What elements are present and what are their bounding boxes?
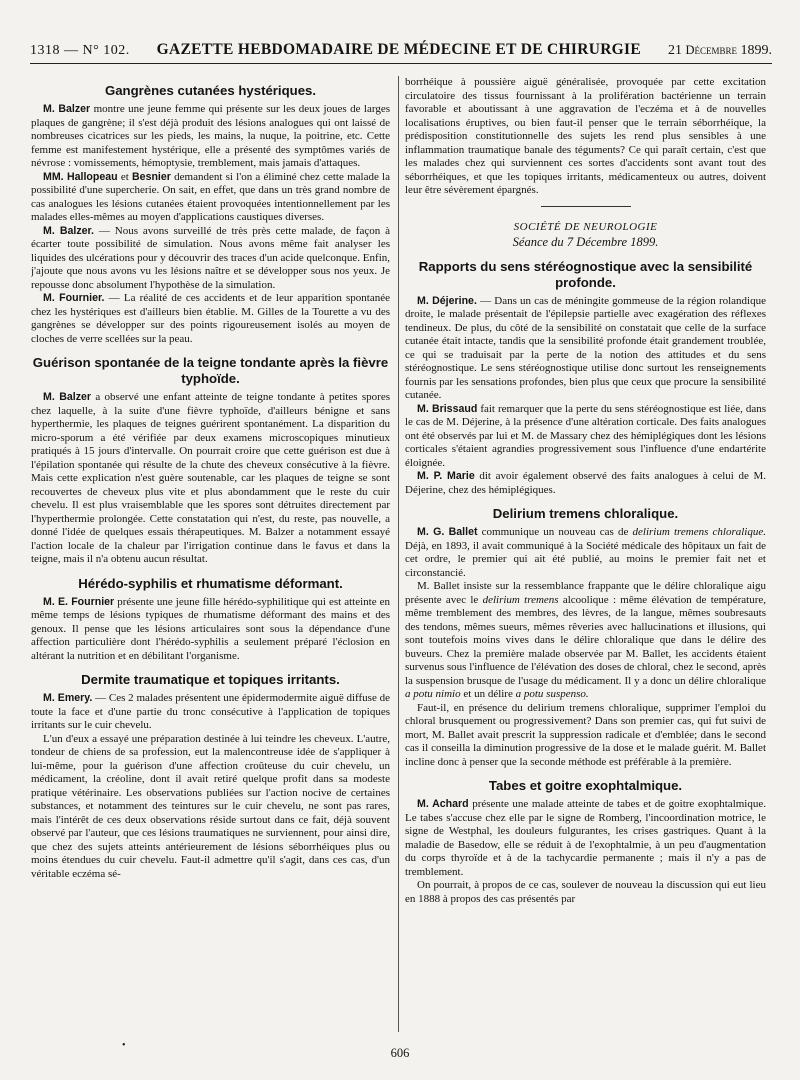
paragraph-text: M. Ballet insiste sur la ressemblance frappante que le délire chloralique aigu présente avec le (405, 580, 766, 606)
print-mark: • (122, 1040, 126, 1051)
speaker-name: M. Brissaud (417, 402, 478, 415)
page-number: 606 (390, 1046, 410, 1060)
paragraph-text: — Dans un cas de méningite gommeuse de la région rolandique droite, le malade présentait de l'épilepsie partielle avec exagération des réflexes tendineux. De plus, du côté de la sensibilité on constatait que celle de la surface cutanée était intacte, tandis que la sensibilité profonde était grandement troublée, ce qui se traduisait par la perte de la notion des attitudes et du sens stéréognostique. Le sens stéréognostique utilise donc surtout les renseignements fournis par les sensations profondes, bien plus que ceux que procure la sensibilité cutanée. (405, 294, 766, 401)
right-column (405, 76, 766, 1034)
paragraph (405, 295, 766, 403)
separator-rule (541, 206, 631, 207)
italic-term: a potu suspenso. (515, 688, 589, 700)
paragraph-text: — Nous avons surveillé de très près cette malade, de façon à écarter toute possibilité de simulation. Nous avons même fait analyser les liquides des ulcérations pour y découvrir des traces d'un acide quelconque. Enfin, j'ajoute que nous avons vu les lésions naître et se développer sous nos yeux. Je repousse donc absolument l'hypothèse de la simulation. (31, 224, 390, 291)
section-title-tabes: Tabes et goitre exophtalmique. (488, 778, 683, 793)
paragraph (31, 292, 390, 346)
speaker-name: Besnier (132, 170, 171, 183)
speaker-name: M. Achard (417, 798, 469, 810)
speaker-name: MM. Hallopeau (43, 170, 118, 183)
section-title-dermite: Dermite traumatique et topiques irritants. (81, 672, 340, 687)
paragraph-text: demandent si l'on a éliminé chez cette malade la possibilité d'une supercherie. On sait, en effet, que dans un très grand nombre de cas analogues les lésions cutanées étaient provoquées intentionnellement par les malades elles-mêmes au moyen d'applications caustiques diverses. (31, 170, 390, 223)
issue-date-month: Décembre (685, 43, 737, 57)
speaker-name: M. Balzer (43, 391, 92, 403)
seance-date-value: 7 Décembre 1899. (566, 235, 659, 249)
paragraph-text: présente une jeune fille hérédo-syphilitique qui est atteinte en même temps de lésions typiques de rhumatisme déformant des mains et des genoux. Il pense que les lésions articulaires sont sous la dépendance d'une affection particulière dont l'hérédo-syphilis a seulement préparé l'éclosion en altérant la nutrition et en débilitant l'organisme. (31, 595, 390, 662)
issue-date-day: 21 (667, 43, 682, 58)
section-title-teigne: Guérison spontanée de la teigne tondante après la fièvre typhoïde. (32, 355, 389, 386)
society-heading: SOCIÉTÉ DE NEUROLOGIE (513, 220, 658, 233)
paragraph (31, 692, 390, 733)
paragraph-text: dit avoir également observé des faits analogues à celui de M. Déjerine, chez des hémiplégiques. (405, 470, 766, 496)
paragraph (31, 391, 390, 567)
italic-term: a potu nimio (405, 688, 461, 700)
paragraph-text: fait remarquer que la perte du sens stéréognostique est liée, dans le cas de M. Déjerine, à la présence d'une altération corticale. Des faits analogues ont été observés par lui et M. de Massary chez des hémiplégiques dont les lésions corticales s'étaient agrandies progressivement sous l'influence d'une endartérite éloignée. (405, 402, 766, 469)
paragraph (405, 403, 766, 471)
paragraph-text: communique un nouveau cas de (477, 526, 633, 538)
speaker-name: M. G. Ballet (417, 526, 478, 538)
section-title-stereognostique: Rapports du sens stéréognostique avec la sensibilité profonde. (418, 258, 753, 290)
paragraph (405, 526, 766, 580)
paragraph (405, 580, 766, 702)
speaker-name: M. P. Marie (417, 470, 475, 482)
paragraph-text: Déjà, en 1893, il avait communiqué à la Société médicale des hôpitaux un fait de cet ordre, le premier qui ait été publié, au moins le premier fait net et circonstancié. (405, 539, 766, 579)
speaker-name: M. Balzer (43, 103, 91, 115)
column-divider (398, 76, 399, 1032)
paragraph (31, 596, 390, 664)
paragraph: Faut-il, en présence du delirium tremens chloralique, supprimer l'emploi du chloral brusquement ou progressivement? Dans son premier cas, qui fut suivi de mort, M. Ballet avait prescrit la suppression radicale et d'emblée; dans le second cas il conseilla la diminution progressive de la dose et le malade guérit. M. Ballet incline donc à penser que la seconde méthode est préférable à la première. (405, 701, 766, 768)
running-header (30, 30, 772, 64)
left-column (31, 76, 390, 1034)
paragraph-text: alcoolique : même élévation de température, même tremblement des membres, des lèvres, de la langue, mêmes soubresauts des tendons, mêmes sueurs, mêmes rêveries avec hallucinations et illusions, qui sont toutefois moins vives dans le délire chloralique que dans le délire des buveurs. Chez la première malade observée par M. Ballet, les accidents étaient survenus sous l'influence de l'élévation des doses de chloral, chez le second, après la suspension brusque de l'usage du médicament. Il y a donc un délire chloralique (405, 593, 766, 687)
paragraph-text: a observé une enfant atteinte de teigne tondante à petites spores chez laquelle, à la suite d'une fièvre typhoïde, d'ailleurs bénigne et sans hyperthermie, les plaques de teignes guérirent spontanément. La disparition du micro-sporum a été vérifiée par deux examens microscopiques minutieux pratiqués à 15 jours d'intervalle. On pourrait croire que cette guérison est due à l'épilation spontanée qui résulte de la chute des cheveux consécutive à la fièvre. Mais cette explication n'est guère soutenable, car les plaques de teigne se sont recouvertes de cheveux plus vite et plus abondamment que le reste du cuir chevelu. Il est plus vraisemblable que les spores sont détruites directement par l'hyperthermie prolongée. Cette constatation qui n'est, du reste, pas nouvelle, a donné l'idée de quelques essais thérapeutiques. M. Balzer a notamment essayé l'action locale de la chaleur par l'irrigation continue dans le favus et dans la teigne, mais il n'a obtenu aucun résultat. (31, 391, 390, 565)
paragraph: On pourrait, à propos de ce cas, soulever de nouveau la discussion qui eut lieu en 1888 à propos des cas présentés par (405, 879, 766, 905)
issue-date (668, 43, 772, 59)
paragraph: L'un d'eux a essayé une préparation destinée à lui teindre les cheveux. L'autre, tondeur de chiens de sa profession, eut la malencontreuse idée de s'appliquer à lui-même, pour la guérison d'une affection croûteuse du cuir chevelu, un médicament, la créoline, dont il avait retiré quelque profit dans sa modeste pratique vétérinaire. Les observations publiées sur l'action nocive de certaines substances, et notamment des teintures sur le cuir chevelu, ne sont pas rares, mais l'intérêt de ces deux observations réside surtout dans ce fait, déjà souvent observé par l'auteur, que ces lésions traumatiques ne surviennent, pour ainsi dire, que chez des sujets atteints antérieurement de lésions séborrhéiques plus ou moins étendues du cuir chevelu. Faut-il admettre qu'il s'agit, dans ces cas, d'un véritable eczéma sé- (31, 732, 390, 880)
speaker-name: M. Balzer. (43, 224, 95, 237)
paragraph-text: et un délire (460, 688, 516, 700)
paragraph (31, 103, 390, 171)
speaker-name: M. Fournier. (43, 292, 105, 304)
seance-date (405, 236, 766, 250)
paragraph (31, 171, 390, 225)
paragraph-text: et (117, 170, 133, 183)
continued-paragraph: borrhéique à poussière aiguë généralisée, provoquée par cette excitation circulatoire des tissus fournissant à la prolifération bactérienne un terrain favorable et aboutissant à une aggravation de l'eczéma et à de nouvelles localisations éruptives, ou bien faut-il penser que le terrain séborrhéique, la prédisposition constitutionnelle des sujets les rend plus sensibles à une inflammation traumatique banale des téguments? Ce qui paraît certain, c'est que les malades chez qui surviennent ces sortes d'accidents sont avant tout des séborrhéiques, et que les topiques irritants, médicamenteux ou autres, doivent leur être sévèrement épargnés. (405, 76, 766, 196)
speaker-name: M. Déjerine. (417, 294, 477, 307)
paragraph-text: montre une jeune femme qui présente sur les deux joues de larges plaques de gangrène; il s'est déjà produit des lésions analogues qui ont laissé de nombreuses cicatrices sur les pieds, les mains, la nuque, la poitrine, etc. Cette femme est manifestement hystérique, elle a présenté des symptômes variés de névrose : vomissements, hémoptysie, tremblement, mais jamais d'attaques. (31, 103, 390, 169)
page-issue-number: 1318 — N° 102. (30, 43, 130, 58)
issue-date-year: 1899. (740, 43, 772, 58)
paragraph-text: présente une malade atteinte de tabes et de goitre exophtalmique. Le tabes s'accuse chez elle par le signe de Romberg, l'incoordination motrice, le signe de Westphal, les douleurs fulgurantes, les crises gastriques. Quant à la maladie de Basedow, elle se réduit à de l'exophtalmie, à un peu d'augmentation du corps thyroïde et à de la tachycardie permanente ; mais il n'y a pas de tremblement. (405, 798, 766, 878)
seance-label: Séance du (512, 235, 567, 249)
paragraph (405, 798, 766, 879)
italic-term: delirium tremens (482, 593, 559, 606)
paragraph (405, 470, 766, 497)
speaker-name: M. Emery. (43, 692, 93, 704)
journal-title: GAZETTE HEBDOMADAIRE DE MÉDECINE ET DE CHIRURGIE (156, 41, 642, 58)
italic-term: delirium tremens chloralique. (632, 526, 766, 538)
speaker-name: M. E. Fournier (43, 595, 115, 608)
section-title-gangrenes: Gangrènes cutanées hystériques. (104, 83, 317, 98)
section-title-heredo-syphilis: Hérédo-syphilis et rhumatisme déformant. (78, 575, 343, 591)
paragraph-text: — La réalité de ces accidents et de leur apparition spontanée chez les hystériques est d'ailleurs bien établie. M. Gilles de la Tourette a vu des gangrènes se développer sur des points rigoureusement isolés au moyen de cloches de verre scellées sur la peau. (31, 292, 390, 345)
paragraph (31, 225, 390, 293)
paragraph-text: — Ces 2 malades présentent une épidermodermite aiguë diffuse de toute la face et d'une partie du tronc consécutive à l'application de topiques irritants sur le cuir chevelu. (31, 692, 390, 731)
section-title-delirium: Delirium tremens chloralique. (492, 506, 679, 521)
